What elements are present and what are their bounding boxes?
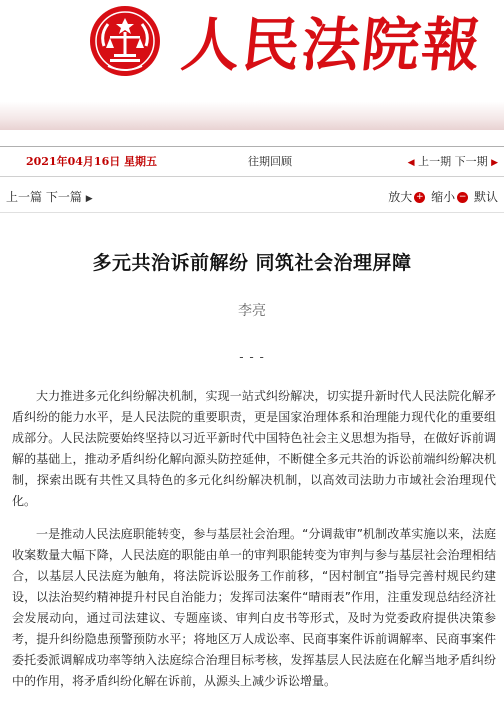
- zoom-in-button[interactable]: 放大: [388, 190, 413, 204]
- caret-right-icon: ▶: [491, 158, 498, 168]
- article-paragraph: 一是推动人民法庭职能转变，参与基层社会治理。“分调裁审”机制改革实施以来，法庭收案数量大幅下降，人民法庭的职能由单一的审判职能转变为审判与参与基层社会治理相结合，以基层人民法庭为触角，将法院诉讼服务工作前移，“因村制宜”指导完善村规民约建设，以法治契约精神提升村民自治能力；发挥司法案件“晴雨表”作用，注重发现总结经济社会发展动向，通过司法建议、专题座谈、审判白皮书等形式，及时为党委政府提供决策参考，提升纠纷隐患预警预防水平；将地区万人成讼率、民商事案件诉前调解率、民商事案件委托委派调解成功率等纳入法庭综合治理目标考核，发挥基层人民法庭在化解当地矛盾纠纷中的作用，将矛盾纠纷化解在诉前，从源头上减少诉讼增量。: [12, 527, 496, 688]
- default-size-button[interactable]: 默认: [473, 190, 498, 204]
- next-issue-link[interactable]: 下一期: [454, 155, 488, 168]
- plus-icon[interactable]: +: [416, 192, 424, 202]
- masthead-divider: [0, 146, 504, 147]
- datebar-divider: [0, 176, 504, 177]
- date-bar: [0, 150, 504, 174]
- masthead-title: 人民法院報: [178, 11, 486, 79]
- zoom-out-button[interactable]: 缩小: [431, 190, 456, 204]
- separator: - - -: [239, 350, 265, 364]
- article-nav-left: [6, 186, 93, 210]
- masthead: [0, 0, 504, 130]
- caret-left-icon: ◀: [407, 158, 415, 168]
- prev-article-link[interactable]: 上一篇: [6, 190, 43, 204]
- play-icon: ▶: [85, 194, 93, 204]
- issue-nav: [408, 150, 498, 175]
- article-title: 多元共治诉前解纷 同筑社会治理屏障: [92, 252, 412, 274]
- nav-divider: [0, 212, 504, 213]
- next-article-link[interactable]: 下一篇: [45, 190, 82, 204]
- font-size-controls: [388, 186, 498, 208]
- court-emblem-icon: [88, 4, 162, 78]
- article-author: 李亮: [238, 303, 266, 319]
- prev-issue-link[interactable]: 上一期: [418, 155, 452, 168]
- past-issues-link[interactable]: 往期回顾: [248, 155, 292, 168]
- issue-date: 2021年04月16日 星期五: [26, 155, 158, 168]
- minus-icon[interactable]: −: [458, 192, 467, 202]
- article-nav: [0, 186, 504, 208]
- article-paragraph: 大力推进多元化纠纷解决机制，实现一站式纠纷解决，切实提升新时代人民法院化解矛盾纠纷的能力水平，是人民法院的重要职责，更是国家治理体系和治理能力现代化的重要组成部分。人民法院要始终坚持以习近平新时代中国特色社会主义思想为指导，在做好诉前调解的基础上，推动矛盾纠纷化解向源头防控延伸，不断健全多元共治的诉讼前端纠纷解决机制，探索出既有共性又具特色的多元化纠纷解决机制，以高效司法助力市域社会治理现代化。: [12, 389, 496, 508]
